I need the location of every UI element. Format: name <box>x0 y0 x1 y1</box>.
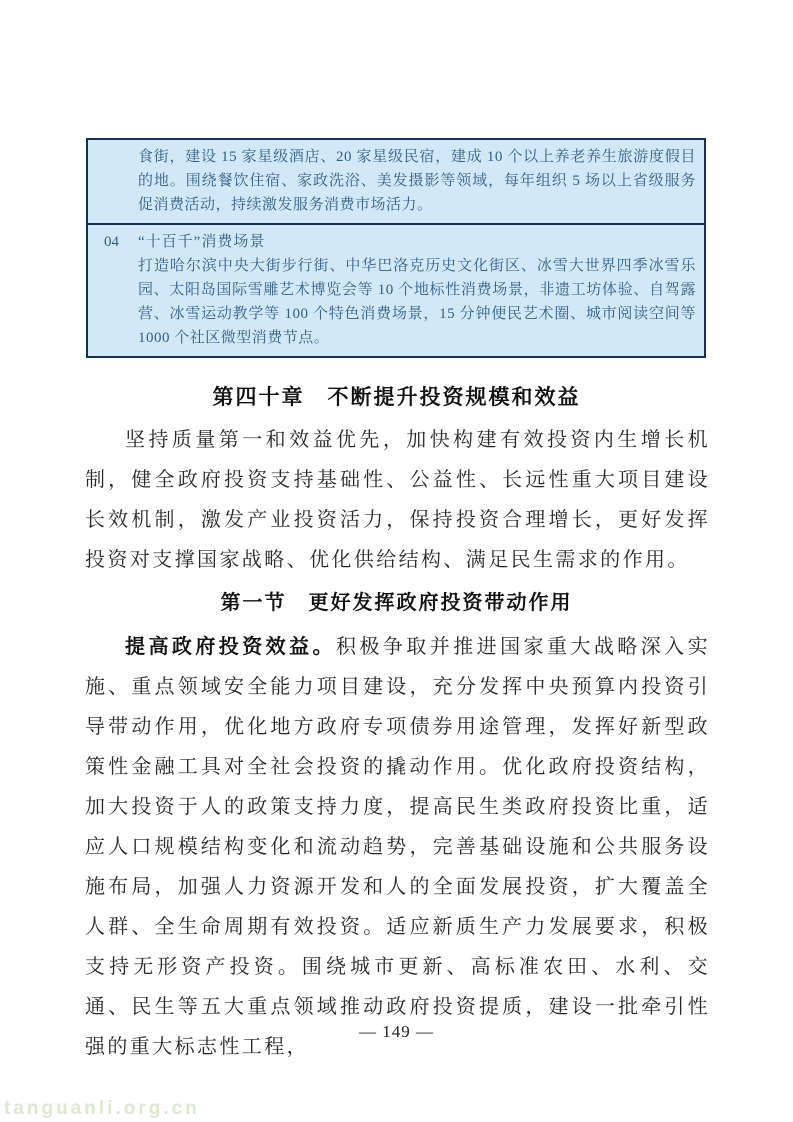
row-body: 食街，建设 15 家星级酒店、20 家星级民宿，建成 10 个以上养老养生旅游度假目的地。围绕餐饮住宿、家政洗浴、美发摄影等领域，每年组织 5 场以上省级服务促消费活动，持续激发服务消费市场活力。 <box>138 149 696 213</box>
section-paragraph <box>85 627 710 1067</box>
row-number <box>88 145 138 217</box>
paragraph-body-text: 积极争取并推进国家重大战略深入实施、重点领域安全能力项目建设，充分发挥中央预算内投资引导带动作用，优化地方政府专项债券用途管理，发挥好新型政策性金融工具对全社会投资的撬动作用。优化政府投资结构，加大投资于人的政策支持力度，提高民生类政府投资比重，适应人口规模结构变化和流动趋势，完善基础设施和公共服务设施布局，加强人力资源开发和人的全面发展投资，扩大覆盖全人群、全生命周期有效投资。适应新质生产力发展要求，积极支持无形资产投资。围绕城市更新、高标准农田、水利、交通、民生等五大重点领域推动政府投资提质，建设一批牵引性强的重大标志性工程， <box>85 636 710 1058</box>
row-number: 04 <box>104 234 119 250</box>
watermark: tanguanli.org.cn <box>4 1098 200 1119</box>
chapter-intro-paragraph: 坚持质量第一和效益优先，加快构建有效投资内生增长机制，健全政府投资支持基础性、公益性、长远性重大项目建设长效机制，激发产业投资活力，保持投资合理增长，更好发挥投资对支撑国家战略、优化供给结构、满足民生需求的作用。 <box>85 429 710 571</box>
section-heading: 第一节 更好发挥政府投资带动作用 <box>220 592 573 614</box>
page-number: — 149 — <box>359 1022 434 1041</box>
table-row <box>88 140 704 225</box>
row-content <box>138 230 696 350</box>
table-row <box>88 225 704 356</box>
chapter-heading: 第四十章 不断提升投资规模和效益 <box>212 385 581 409</box>
consumption-scenarios-table <box>86 138 706 358</box>
paragraph-lead-bold: 提高政府投资效益。 <box>125 636 336 658</box>
row-body: 打造哈尔滨中央大街步行街、中华巴洛克历史文化街区、冰雪大世界四季冰雪乐园、太阳岛国际雪雕艺术博览会等 10 个地标性消费场景，非遗工坊体验、自驾露营、冰雪运动教学等 100 个特色消费场景，15 分钟便民艺术圈、城市阅读空间等 1000 个社区微型消费节点。 <box>138 258 696 346</box>
row-title: “十百千”消费场景 <box>138 234 266 250</box>
row-content <box>138 145 696 217</box>
